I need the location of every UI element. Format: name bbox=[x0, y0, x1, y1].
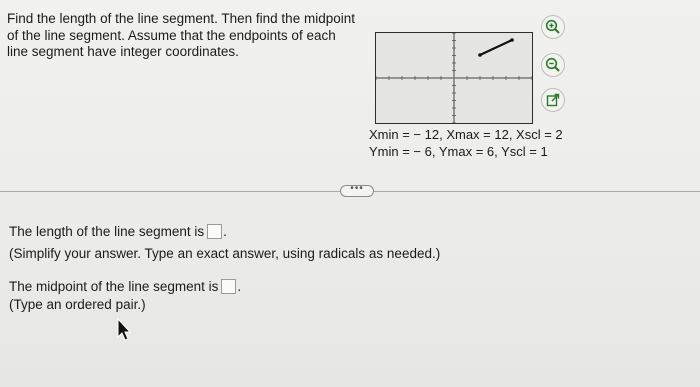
segment-endpoint bbox=[510, 38, 514, 42]
problem-line: of the line segment. Assume that the endpoints of each bbox=[7, 27, 336, 43]
zoom-in-button[interactable] bbox=[541, 15, 565, 39]
midpoint-question bbox=[9, 278, 241, 296]
midpoint-prompt: The midpoint of the line segment is bbox=[9, 279, 219, 294]
length-prompt: The length of the line segment is bbox=[9, 224, 205, 239]
midpoint-answer-input[interactable] bbox=[221, 279, 236, 294]
more-button[interactable] bbox=[340, 185, 374, 197]
more-button-label: ••• bbox=[350, 183, 364, 194]
midpoint-period: . bbox=[237, 279, 242, 294]
problem-line: line segment have integer coordinates. bbox=[7, 44, 239, 59]
mouse-cursor-icon bbox=[116, 318, 132, 342]
graph-canvas bbox=[376, 33, 532, 123]
problem-line: Find the length of the line segment. Then find the midpoint bbox=[7, 11, 355, 26]
open-external-icon bbox=[546, 93, 560, 107]
length-answer-input[interactable] bbox=[207, 224, 222, 239]
graph-panel bbox=[375, 32, 533, 124]
window-settings-x: Xmin = − 12, Xmax = 12, Xscl = 2 bbox=[369, 127, 563, 142]
problem-statement bbox=[7, 11, 379, 61]
zoom-in-icon bbox=[545, 19, 561, 35]
length-hint: (Simplify your answer. Type an exact answer, using radicals as needed.) bbox=[9, 246, 441, 261]
midpoint-hint: (Type an ordered pair.) bbox=[9, 297, 146, 312]
window-settings-y: Ymin = − 6, Ymax = 6, Yscl = 1 bbox=[369, 144, 548, 159]
segment-endpoint bbox=[478, 53, 482, 57]
zoom-out-button[interactable] bbox=[541, 53, 565, 77]
line-segment bbox=[480, 40, 512, 55]
open-external-button[interactable] bbox=[541, 88, 565, 112]
zoom-out-icon bbox=[545, 57, 561, 73]
length-question bbox=[9, 223, 227, 241]
length-period: . bbox=[223, 224, 227, 239]
